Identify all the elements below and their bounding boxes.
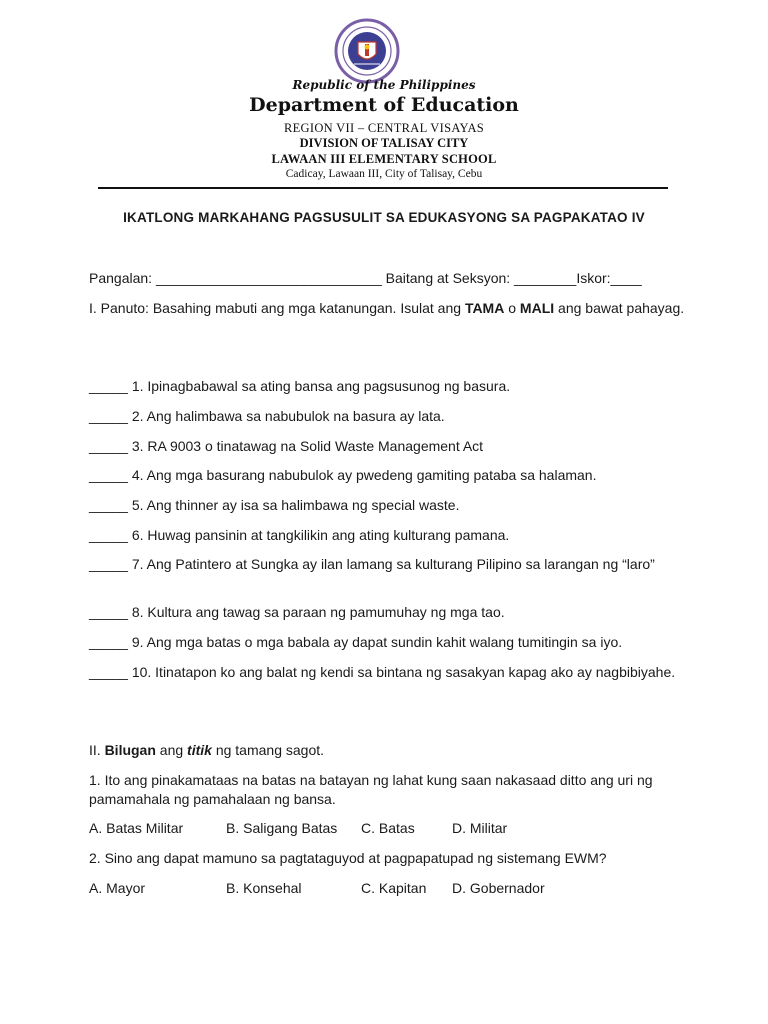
header-school: LAWAAN III ELEMENTARY SCHOOL — [271, 152, 497, 166]
part1-item: _____ 10. Itinatapon ko ang balat ng kendi sa bintana ng sasakyan kapag ako ay nagbibiyahe. — [89, 664, 676, 680]
part1-item: _____ 5. Ang thinner ay isa sa halimbawa ng special waste. — [89, 497, 460, 513]
part1-instr-text-b: ang bawat pahayag. — [554, 300, 685, 316]
choice-c[interactable]: C. Batas — [361, 820, 415, 836]
part2-instr-bilugan: Bilugan — [104, 742, 156, 758]
choice-d[interactable]: D. Militar — [452, 820, 508, 836]
part1-item: _____ 8. Kultura ang tawag sa paraan ng pamumuhay ng mga tao. — [89, 604, 505, 620]
part1-instr-tama: TAMA — [464, 300, 505, 316]
part1-item: _____ 4. Ang mga basurang nabubulok ay pwedeng gamiting pataba sa halaman. — [89, 467, 597, 483]
part1-instr-text-a: I. Panuto: Basahing mabuti ang mga katanungan. Isulat ang — [89, 300, 465, 316]
part1-item: _____ 7. Ang Patintero at Sungka ay ilan lamang sa kulturang Pilipino sa larangan ng “laro” — [89, 556, 655, 572]
header-republic: Republic of the Philippines — [292, 78, 476, 92]
part1-item: _____ 6. Huwag pansinin at tangkilikin ang ating kulturang pamana. — [89, 527, 510, 543]
choice-c[interactable]: C. Kapitan — [361, 880, 427, 896]
header-division: DIVISION OF TALISAY CITY — [299, 136, 469, 150]
deped-seal-icon — [334, 18, 400, 84]
choice-d[interactable]: D. Gobernador — [452, 880, 545, 896]
part1-item: _____ 3. RA 9003 o tinatawag na Solid Waste Management Act — [89, 438, 484, 454]
part2-question-1: 1. Ito ang pinakamataas na batas na batayan ng lahat kung saan nakasaad ditto ang uri ng pamamahala ng pamahalaan ng bansa. — [89, 772, 653, 807]
choice-b[interactable]: B. Konsehal — [226, 880, 302, 896]
choice-a[interactable]: A. Mayor — [89, 880, 146, 896]
header-department: Department of Education — [249, 94, 519, 116]
header-address: Cadicay, Lawaan III, City of Talisay, Cebu — [285, 168, 483, 180]
part2-instr-rest: ng tamang sagot. — [211, 742, 325, 758]
part1-instructions — [89, 299, 689, 318]
part2-question-2: 2. Sino ang dapat mamuno sa pagtataguyod at pagpapatupad ng sistemang EWM? — [89, 850, 607, 866]
choice-b[interactable]: B. Saligang Batas — [226, 820, 338, 836]
part1-instr-o: o — [504, 300, 520, 316]
student-info-line: Pangalan: _____________________________ Baitang at Seksyon: ________Iskor:____ — [89, 270, 642, 286]
part2-instr-ang: ang — [155, 742, 188, 758]
part1-instr-mali: MALI — [519, 300, 555, 316]
part2-instr-titik: titik — [187, 742, 212, 758]
header-region: REGION VII – CENTRAL VISAYAS — [283, 121, 485, 135]
part1-item: _____ 2. Ang halimbawa sa nabubulok na basura ay lata. — [89, 408, 445, 424]
part2-instructions — [89, 741, 689, 760]
header-divider — [98, 187, 668, 189]
part2-instr-a: II. — [89, 742, 105, 758]
part1-item: _____ 9. Ang mga batas o mga babala ay dapat sundin kahit walang tumitingin sa iyo. — [89, 634, 623, 650]
exam-title: IKATLONG MARKAHANG PAGSUSULIT SA EDUKASYONG SA PAGPAKATAO IV — [123, 210, 645, 225]
choice-a[interactable]: A. Batas Militar — [89, 820, 184, 836]
part1-item: _____ 1. Ipinagbabawal sa ating bansa ang pagsusunog ng basura. — [89, 378, 511, 394]
